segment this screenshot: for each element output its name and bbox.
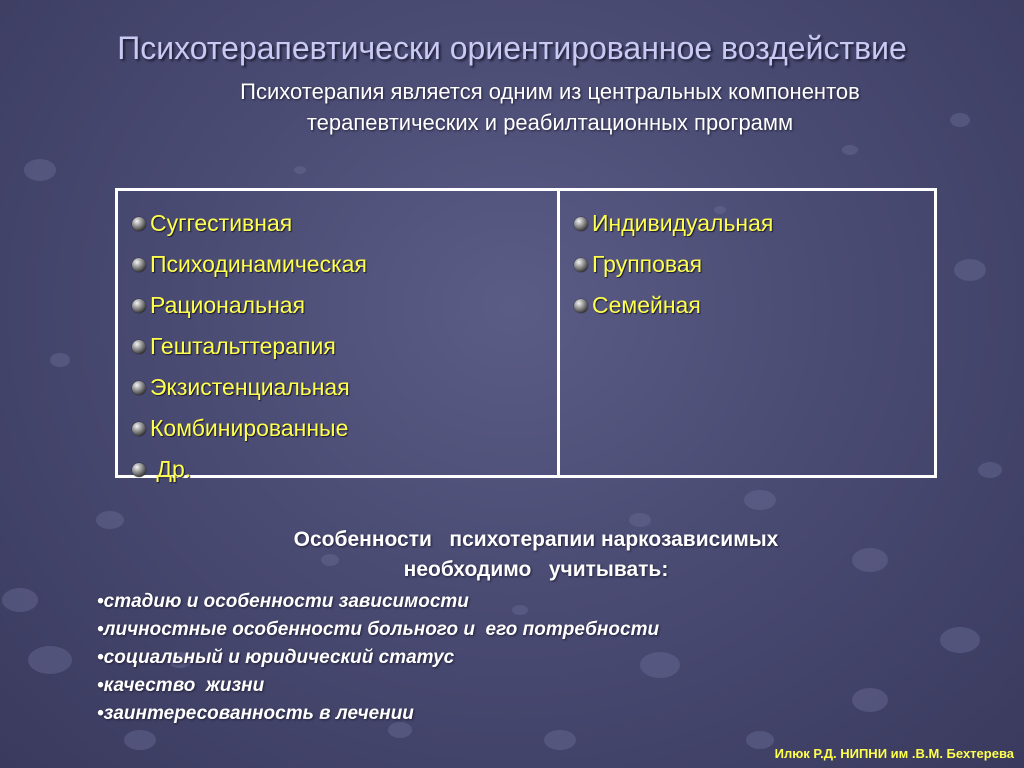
- method-label: Др.: [150, 456, 192, 482]
- form-label: Групповая: [592, 251, 703, 277]
- feature-item: •личностные особенности больного и его потребности: [97, 619, 660, 640]
- subtitle-line-1: Психотерапия является одним из центральных компонентов: [240, 79, 860, 104]
- subtitle-line-2: терапевтических и реабилтационных программ: [306, 110, 794, 135]
- methods-table: [115, 188, 937, 482]
- forms-column: [560, 191, 934, 475]
- methods-column: [118, 191, 560, 482]
- method-label: Гештальттерапия: [150, 333, 336, 359]
- form-label: Семейная: [592, 292, 701, 318]
- bullet-sphere-icon: [132, 340, 146, 354]
- list-item: [574, 285, 934, 326]
- method-label: Рациональная: [150, 292, 306, 318]
- bullet-sphere-icon: [574, 299, 588, 313]
- list-item: [132, 367, 557, 408]
- bullet-sphere-icon: [132, 299, 146, 313]
- method-label: Комбинированные: [150, 415, 349, 441]
- features-heading-line-2: необходимо учитывать:: [403, 558, 669, 581]
- feature-item: •социальный и юридический статус: [97, 647, 455, 668]
- form-label: Индивидуальная: [592, 210, 774, 236]
- feature-item: •стадию и особенности зависимости: [97, 591, 469, 612]
- feature-item: •качество жизни: [97, 675, 265, 696]
- bullet-sphere-icon: [132, 217, 146, 231]
- slide-subtitle: [180, 76, 920, 138]
- list-item: [132, 326, 557, 367]
- feature-item: •заинтересованность в лечении: [97, 703, 414, 724]
- features-heading: [0, 525, 1024, 585]
- bullet-sphere-icon: [132, 463, 146, 477]
- bullet-sphere-icon: [574, 217, 588, 231]
- bullet-sphere-icon: [574, 258, 588, 272]
- method-label: Суггестивная: [150, 210, 293, 236]
- bullet-sphere-icon: [132, 381, 146, 395]
- bullet-sphere-icon: [132, 258, 146, 272]
- features-list: [97, 588, 897, 728]
- footer-credit: Илюк Р.Д. НИПНИ им .В.М. Бехтерева: [774, 746, 1014, 761]
- slide-title: Психотерапевтически ориентированное воздействие: [117, 30, 907, 66]
- list-item: [132, 449, 557, 490]
- bullet-sphere-icon: [132, 422, 146, 436]
- list-item: [132, 203, 557, 244]
- method-label: Экзистенциальная: [150, 374, 350, 400]
- list-item: [132, 285, 557, 326]
- method-label: Психодинамическая: [150, 251, 367, 277]
- list-item: [132, 244, 557, 285]
- features-heading-line-1: Особенности психотерапии наркозависимых: [293, 528, 779, 551]
- list-item: [574, 244, 934, 285]
- list-item: [574, 203, 934, 244]
- list-item: [132, 408, 557, 449]
